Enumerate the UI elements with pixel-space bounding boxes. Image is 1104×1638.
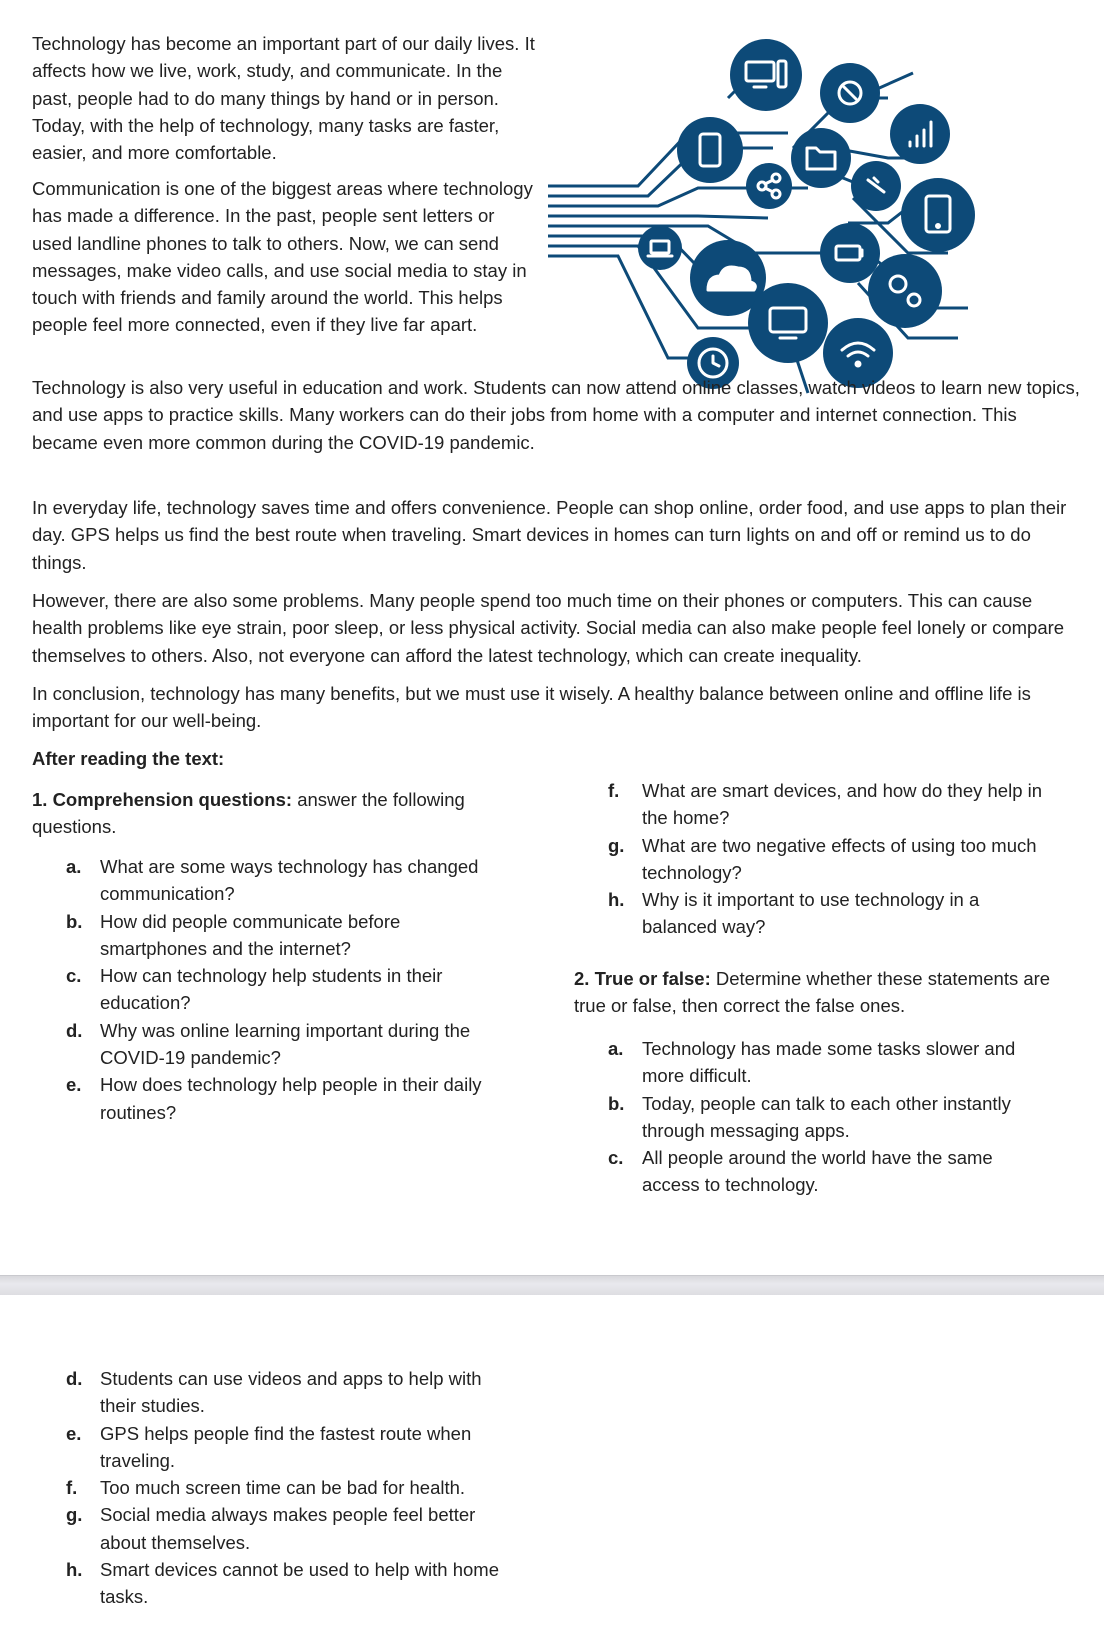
- comprehension-list-right: [608, 777, 1053, 941]
- list-item: c. How can technology help students in their education?: [66, 965, 443, 1014]
- list-item: f. Too much screen time can be bad for health.: [66, 1477, 466, 1499]
- phone-node-icon: [677, 117, 743, 183]
- monitor-node-icon: [748, 283, 828, 363]
- body-paragraph-1: Technology is also very useful in education and work. Students can now attend online classes, watch videos to learn new topics, and use apps to practice skills. Many workers can do their jobs from home with a computer and internet connection. This became even more common during the COVID-19 pandemic.: [32, 377, 1080, 453]
- list-item: e. GPS helps people find the fastest route when traveling.: [66, 1422, 472, 1471]
- intro-paragraph-2: Communication is one of the biggest areas where technology has made a difference. In the past, people sent letters or used landline phones to talk to others. Now, we can send messages, make video calls, and use social media to stay in touch with friends and family around the world. This helps people feel more connected, even if they live far apart.: [32, 178, 533, 336]
- list-item: b. How did people communicate before smartphones and the internet?: [66, 910, 401, 959]
- list-item: e. How does technology help people in their daily routines?: [66, 1074, 482, 1123]
- laptop-node-icon: [638, 226, 682, 270]
- list-item: a. What are some ways technology has changed communication?: [66, 856, 479, 905]
- gears-node-icon: [868, 254, 942, 328]
- true-false-title: 2. True or false:: [574, 968, 711, 989]
- comprehension-heading: [32, 786, 502, 840]
- after-reading-heading: After reading the text:: [32, 748, 225, 769]
- signal-bars-node-icon: [890, 104, 950, 164]
- list-item: d. Why was online learning important during the COVID-19 pandemic?: [66, 1019, 471, 1069]
- list-item: g. What are two negative effects of using too much technology?: [608, 834, 1037, 883]
- comprehension-list-left: [66, 853, 506, 1126]
- true-false-list-right: [608, 1035, 1053, 1199]
- list-item: h. Why is it important to use technology in a balanced way?: [608, 889, 980, 938]
- true-false-instruction: Determine whether these statements are true or false, then correct the false ones.: [574, 968, 1051, 1016]
- true-false-list-continued: [66, 1365, 506, 1611]
- share-node-icon: [746, 163, 792, 209]
- list-item: c. All people around the world have the same access to technology.: [608, 1147, 993, 1196]
- folder-node-icon: [791, 128, 851, 188]
- list-item: f. What are smart devices, and how do they help in the home?: [608, 780, 1043, 829]
- comprehension-title: 1. Comprehension questions:: [32, 789, 293, 810]
- body-paragraph-3: However, there are also some problems. Many people spend too much time on their phones or computers. This can cause health problems like eye strain, poor sleep, or less physical activity. Social media can also make people feel lonely or compare themselves to others. Also, not everyone can afford the latest technology, which can create inequality.: [32, 590, 1065, 666]
- computer-node-icon: [730, 39, 802, 111]
- battery-node-icon: [820, 223, 880, 283]
- list-item: b. Today, people can talk to each other instantly through messaging apps.: [608, 1092, 1011, 1141]
- list-item: g. Social media always makes people feel better about themselves.: [66, 1504, 476, 1553]
- tablet-node-icon: [901, 178, 975, 252]
- list-item: d. Students can use videos and apps to help with their studies.: [66, 1368, 482, 1417]
- intro-paragraph-1: Technology has become an important part of our daily lives. It affects how we live, work, study, and communicate. In the past, people had to do many things by hand or in person. Today, with the help of technology, many tasks are faster, easier, and more comfortable.: [32, 33, 535, 164]
- technology-network-illustration: [548, 38, 1088, 408]
- comprehension-instruction: answer the following questions.: [32, 789, 465, 837]
- page-separator: [0, 1275, 1104, 1297]
- document-page-2: [0, 1295, 1104, 1638]
- list-item: h. Smart devices cannot be used to help with home tasks.: [66, 1559, 500, 1608]
- list-item: a. Technology has made some tasks slower and more difficult.: [608, 1038, 1016, 1087]
- body-paragraph-2: In everyday life, technology saves time and offers convenience. People can shop online, order food, and use apps to plan their day. GPS helps us find the best route when traveling. Smart devices in homes can turn lights on and off or remind us to do things.: [32, 497, 1067, 573]
- body-paragraph-4: In conclusion, technology has many benefits, but we must use it wisely. A healthy balance between online and offline life is important for our well-being.: [32, 683, 1031, 732]
- true-false-heading: [574, 965, 1054, 1019]
